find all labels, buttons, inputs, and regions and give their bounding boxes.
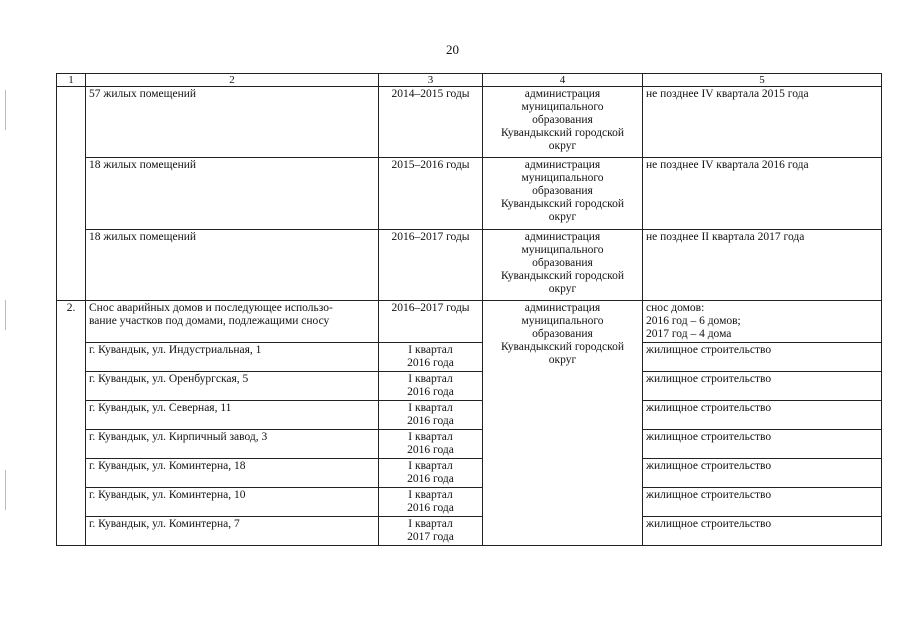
address-cell: г. Кувандык, ул. Коминтерна, 7 [86,517,379,546]
program-table [56,73,882,546]
section2-title-line: Снос аварийных домов и последующее использо- [89,302,333,314]
quarter-line: 2016 года [407,415,454,427]
table-row [57,401,882,430]
quarter-line: I квартал [408,518,453,530]
quarter-line: 2017 года [407,531,454,543]
executor-line: округ [548,283,577,295]
section2-title-line: вание участков под домами, подлежащими сносу [89,315,330,327]
table-row [57,517,882,546]
quarter-line: I квартал [408,373,453,385]
executor-line: Кувандыкский городской [500,198,625,210]
result-cell: жилищное строительство [643,343,882,372]
quarter-line: 2016 года [407,502,454,514]
section1-number-cell [57,87,86,301]
quarter-line: I квартал [408,344,453,356]
quarter-line: I квартал [408,460,453,472]
result-cell [643,301,882,343]
quarter-line: 2016 года [407,473,454,485]
result-cell: жилищное строительство [643,372,882,401]
quarter-cell [379,372,483,401]
executor-line: Кувандыкский городской [500,127,625,139]
table-row [57,343,882,372]
quarter-line: I квартал [408,402,453,414]
executor-cell [483,87,643,158]
address-cell: г. Кувандык, ул. Северная, 11 [86,401,379,430]
header-col-3: 3 [379,74,483,87]
address-cell: г. Кувандык, ул. Индустриальная, 1 [86,343,379,372]
result-cell: жилищное строительство [643,517,882,546]
quarter-cell [379,488,483,517]
quarter-line: 2016 года [407,444,454,456]
period-cell: 2016–2017 годы [379,230,483,301]
header-col-2: 2 [86,74,379,87]
executor-line: администрация [524,231,601,243]
item-cell: 18 жилых помещений [86,158,379,230]
table-row [57,87,882,158]
scan-edge-mark [5,300,6,330]
scan-edge-mark [5,90,6,130]
executor-line: муниципального [521,244,604,256]
header-col-1: 1 [57,74,86,87]
quarter-line: 2016 года [407,386,454,398]
address-cell: г. Кувандык, ул. Коминтерна, 10 [86,488,379,517]
period-cell: 2016–2017 годы [379,301,483,343]
executor-line: Кувандыкский городской [500,341,625,353]
table-row [57,430,882,459]
result-cell: жилищное строительство [643,401,882,430]
executor-line: образования [532,328,593,340]
table-row [57,459,882,488]
quarter-cell [379,517,483,546]
deadline-cell: не позднее II квартала 2017 года [643,230,882,301]
quarter-cell [379,401,483,430]
executor-line: образования [532,185,593,197]
quarter-cell [379,459,483,488]
section2-number-cell: 2. [57,301,86,546]
item-cell: 18 жилых помещений [86,230,379,301]
address-cell: г. Кувандык, ул. Коминтерна, 18 [86,459,379,488]
deadline-cell: не позднее IV квартала 2016 года [643,158,882,230]
executor-line: муниципального [521,315,604,327]
table-row [57,301,882,343]
table-row [57,230,882,301]
executor-line: муниципального [521,101,604,113]
executor-cell [483,158,643,230]
quarter-cell [379,343,483,372]
page-number: 20 [446,42,459,57]
section2-title-cell [86,301,379,343]
executor-cell [483,301,643,546]
executor-line: образования [532,257,593,269]
quarter-line: I квартал [408,489,453,501]
period-cell: 2014–2015 годы [379,87,483,158]
item-cell: 57 жилых помещений [86,87,379,158]
table-row [57,488,882,517]
executor-line: Кувандыкский городской [500,270,625,282]
result-cell: жилищное строительство [643,430,882,459]
header-col-5: 5 [643,74,882,87]
executor-line: округ [548,354,577,366]
period-cell: 2015–2016 годы [379,158,483,230]
quarter-line: 2016 года [407,357,454,369]
result-line: 2016 год – 6 домов; [646,315,741,327]
header-row [57,74,882,87]
address-cell: г. Кувандык, ул. Оренбургская, 5 [86,372,379,401]
executor-line: округ [548,140,577,152]
result-line: 2017 год – 4 дома [646,328,732,340]
executor-line: образования [532,114,593,126]
scan-edge-mark [5,470,6,510]
table-row [57,158,882,230]
executor-cell [483,230,643,301]
executor-line: муниципального [521,172,604,184]
table-row [57,372,882,401]
address-cell: г. Кувандык, ул. Кирпичный завод, 3 [86,430,379,459]
executor-line: администрация [524,88,601,100]
result-cell: жилищное строительство [643,459,882,488]
executor-line: округ [548,211,577,223]
quarter-cell [379,430,483,459]
result-cell: жилищное строительство [643,488,882,517]
quarter-line: I квартал [408,431,453,443]
deadline-cell: не позднее IV квартала 2015 года [643,87,882,158]
executor-line: администрация [524,302,601,314]
executor-line: администрация [524,159,601,171]
header-col-4: 4 [483,74,643,87]
result-line: снос домов: [646,302,705,314]
